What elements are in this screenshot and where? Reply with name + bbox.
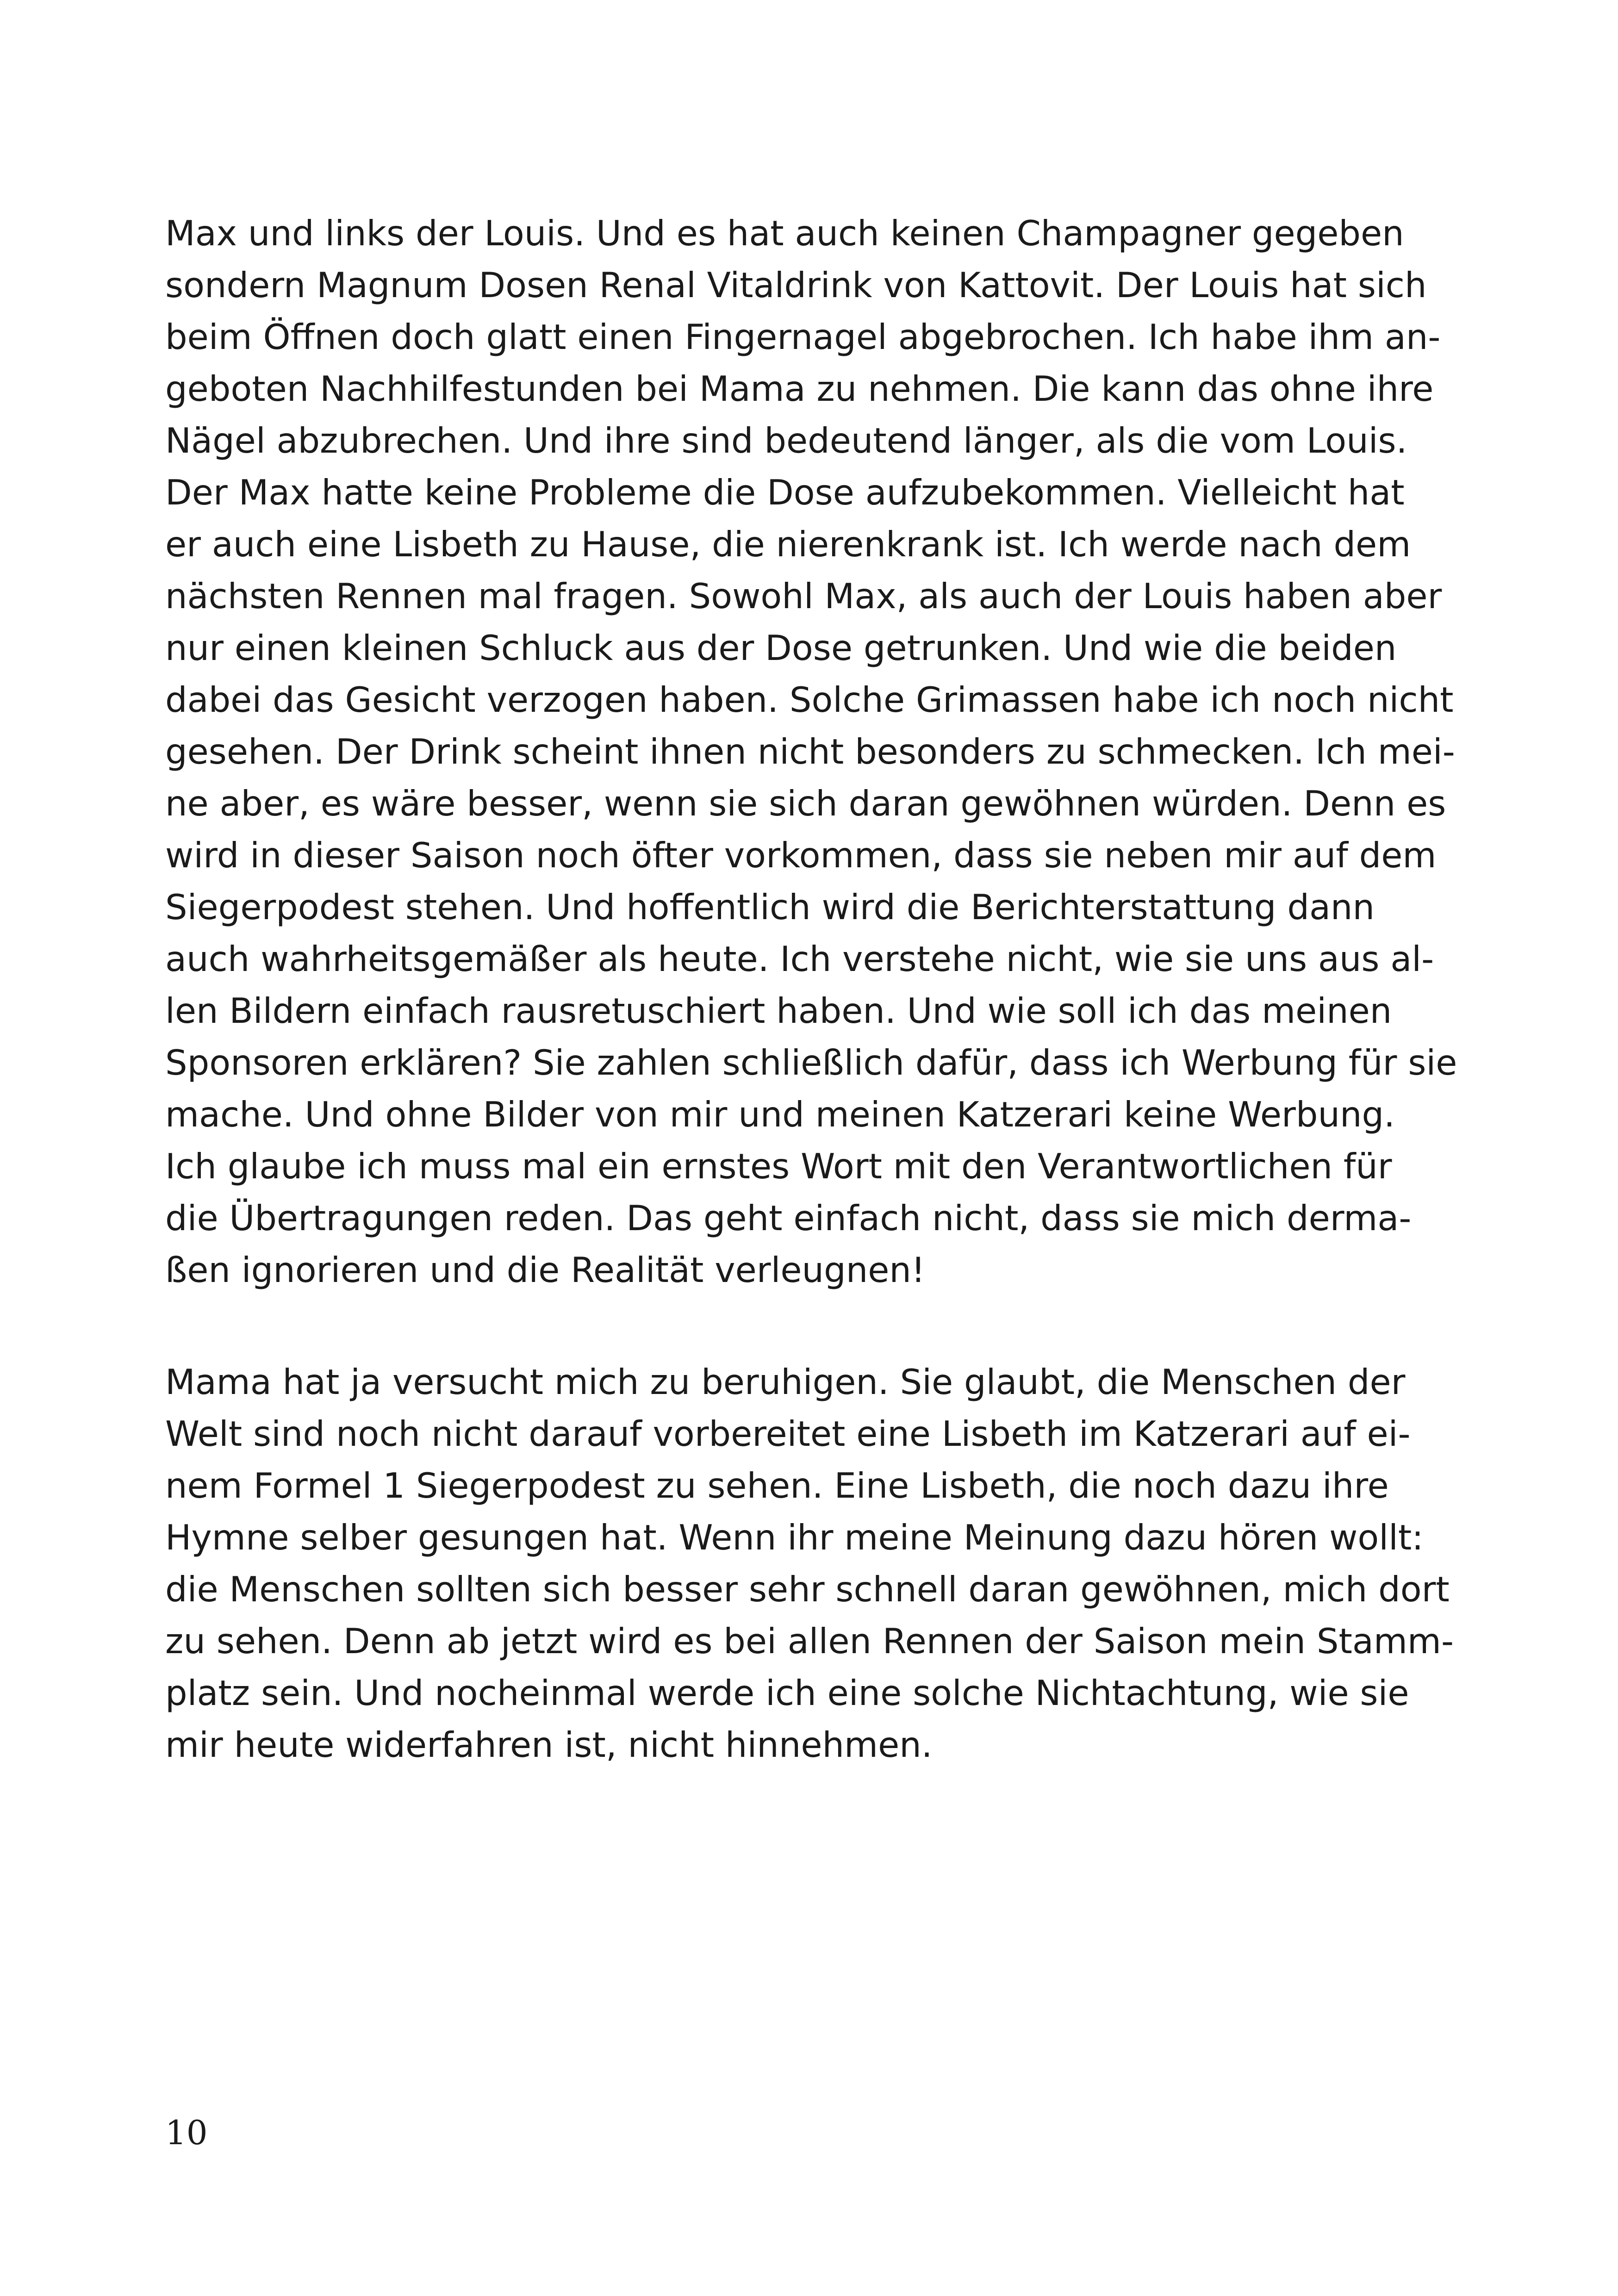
paragraph (165, 1356, 1461, 1771)
text-line: Hymne selber gesungen hat. Wenn ihr meine Meinung dazu hören wollt: (165, 1517, 1424, 1558)
text-line: die Menschen sollten sich besser sehr schnell daran gewöhnen, mich dort (165, 1569, 1450, 1610)
text-line: Nägel abzubrechen. Und ihre sind bedeutend länger, als die vom Louis. (165, 420, 1407, 461)
text-line: Max und links der Louis. Und es hat auch keinen Champagner gegeben (165, 213, 1404, 254)
text-line: geboten Nachhilfestunden bei Mama zu nehmen. Die kann das ohne ihre (165, 368, 1434, 409)
text-line: die Übertragungen reden. Das geht einfach nicht, dass sie mich derma- (165, 1198, 1412, 1238)
text-line: dabei das Gesicht verzogen haben. Solche Grimassen habe ich noch nicht (165, 679, 1454, 720)
text-line: len Bildern einfach rausretuschiert haben. Und wie soll ich das meinen (165, 990, 1392, 1031)
text-line: gesehen. Der Drink scheint ihnen nicht besonders zu schmecken. Ich mei- (165, 731, 1455, 772)
paragraph (165, 207, 1461, 1296)
text-line: zu sehen. Denn ab jetzt wird es bei allen Rennen der Saison mein Stamm- (165, 1621, 1454, 1661)
text-line: wird in dieser Saison noch öfter vorkommen, dass sie neben mir auf dem (165, 835, 1437, 876)
text-line: auch wahrheitsgemäßer als heute. Ich verstehe nicht, wie sie uns aus al- (165, 939, 1434, 979)
text-line: nächsten Rennen mal fragen. Sowohl Max, als auch der Louis haben aber (165, 576, 1442, 616)
text-line: mache. Und ohne Bilder von mir und meinen Katzerari keine Werbung. (165, 1094, 1395, 1135)
text-line: Welt sind noch nicht darauf vorbereitet eine Lisbeth im Katzerari auf ei- (165, 1413, 1411, 1454)
text-line: ßen ignorieren und die Realität verleugnen! (165, 1250, 925, 1290)
text-line: sondern Magnum Dosen Renal Vitaldrink von Kattovit. Der Louis hat sich (165, 265, 1427, 305)
text-line: nem Formel 1 Siegerpodest zu sehen. Eine Lisbeth, die noch dazu ihre (165, 1465, 1389, 1506)
text-line: platz sein. Und nocheinmal werde ich eine solche Nichtachtung, wie sie (165, 1673, 1409, 1713)
text-line: mir heute widerfahren ist, nicht hinnehmen. (165, 1724, 933, 1765)
text-line: nur einen kleinen Schluck aus der Dose getrunken. Und wie die beiden (165, 628, 1397, 668)
text-line: Siegerpodest stehen. Und hoffentlich wird die Berichterstattung dann (165, 887, 1375, 927)
page-number: 10 (165, 2113, 208, 2152)
text-line: Mama hat ja versucht mich zu beruhigen. Sie glaubt, die Menschen der (165, 1362, 1406, 1402)
text-line: Ich glaube ich muss mal ein ernstes Wort mit den Verantwortlichen für (165, 1146, 1392, 1187)
text-line: Der Max hatte keine Probleme die Dose aufzubekommen. Vielleicht hat (165, 472, 1405, 513)
text-line: beim Öffnen doch glatt einen Fingernagel abgebrochen. Ich habe ihm an- (165, 317, 1441, 357)
text-line: Sponsoren erklären? Sie zahlen schließlich dafür, dass ich Werbung für sie (165, 1042, 1457, 1083)
text-line: ne aber, es wäre besser, wenn sie sich daran gewöhnen würden. Denn es (165, 783, 1446, 824)
text-line: er auch eine Lisbeth zu Hause, die nierenkrank ist. Ich werde nach dem (165, 524, 1411, 565)
